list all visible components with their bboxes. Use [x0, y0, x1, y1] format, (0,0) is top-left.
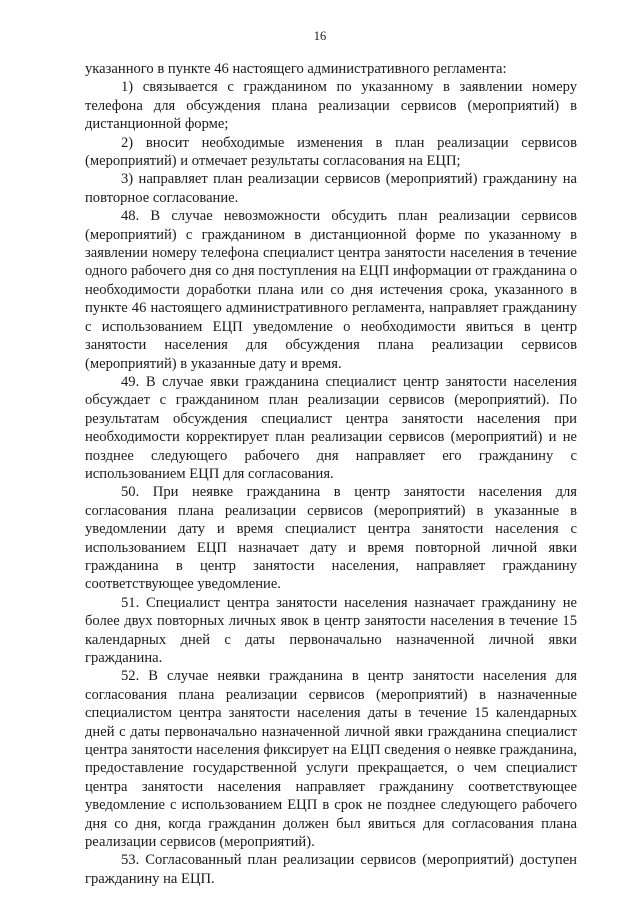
paragraph-48: 48. В случае невозможности обсудить план реализации сервисов (мероприятий) с гражданином в дистанционной форме по указанному в заявлении номеру телефона специалист центра занятости населения в течение одного рабочего дня со дня поступления на ЕЦП информации от гражданина о необходимости доработки плана или со дня истечения срока, указанного в пункте 46 настоящего административного регламента, направляет гражданину с использованием ЕЦП уведомление о необходимости явиться в центр занятости населения для обсуждения плана реализации сервисов (мероприятий) в указанные дату и время.	[85, 208, 577, 372]
page-number: 16	[313, 29, 327, 43]
paragraph-item-2: 2) вносит необходимые изменения в план реализации сервисов (мероприятий) и отмечает результаты согласования на ЕЦП;	[85, 134, 577, 170]
paragraph-continuation: указанного в пункте 46 настоящего административного регламента:	[85, 61, 507, 77]
paragraph-51: 51. Специалист центра занятости населения назначает гражданину не более двух повторных личных явок в центр занятости населения в течение 15 календарных дней с даты первоначально назначенной личной явки гражданина.	[85, 594, 577, 666]
document-body	[85, 60, 577, 888]
paragraph-49: 49. В случае явки гражданина специалист центр занятости населения обсуждает с гражданином план реализации сервисов (мероприятий). По результатам обсуждения специалист центра занятости населения при необходимости корректирует план реализации сервисов (мероприятий) и не позднее следующего рабочего дня направляет его гражданину с использованием ЕЦП для согласования.	[85, 373, 577, 482]
paragraph-50: 50. При неявке гражданина в центр занятости населения для согласования плана реализации сервисов (мероприятий) в указанные в уведомлении дату и время специалист центра занятости населения с использованием ЕЦП назначает дату и время повторной личной явки гражданина в центр занятости населения, направляет гражданину соответствующее уведомление.	[85, 484, 577, 593]
paragraph-53: 53. Согласованный план реализации сервисов (мероприятий) доступен гражданину на ЕЦП.	[85, 852, 577, 887]
paragraph-item-3: 3) направляет план реализации сервисов (мероприятий) гражданину на повторное согласование.	[85, 171, 577, 206]
paragraph-52: 52. В случае неявки гражданина в центр занятости населения для согласования плана реализации сервисов (мероприятий) в назначенные специалистом центра занятости населения даты в течение 15 календарных дней с даты первоначально назначенной личной явки гражданина специалист центра занятости населения фиксирует на ЕЦП сведения о неявке гражданина, предоставление государственной услуги прекращается, о чем специалист центра занятости населения направляет гражданину соответствующее уведомление с использованием ЕЦП в срок не позднее следующего рабочего дня со дня, когда гражданин должен был явиться для согласования плана реализации сервисов (мероприятий).	[85, 668, 577, 851]
paragraph-item-1: 1) связывается с гражданином по указанному в заявлении номеру телефона для обсуждения плана реализации сервисов (мероприятий) в дистанционной форме;	[85, 79, 577, 133]
